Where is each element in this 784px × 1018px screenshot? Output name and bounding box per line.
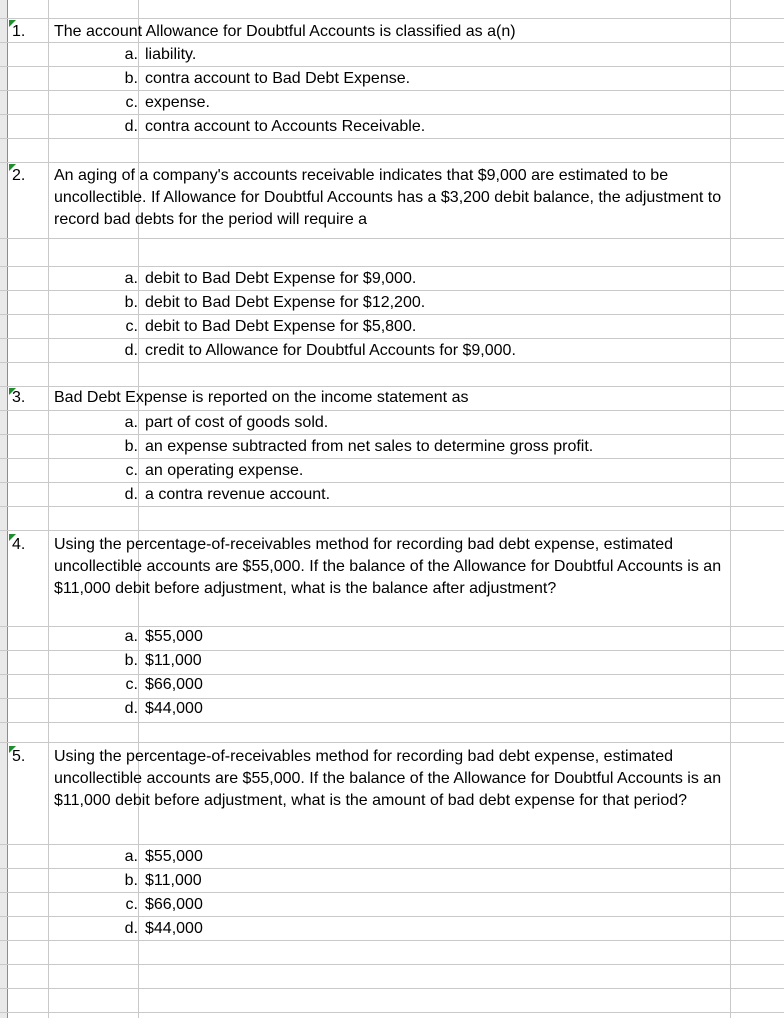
row-header-strip[interactable]: [0, 0, 8, 1018]
row-divider: [0, 362, 784, 363]
option-text: credit to Allowance for Doubtful Accounts for $9,000.: [145, 342, 516, 359]
option-letter: a.: [124, 270, 138, 287]
option-text: $44,000: [145, 920, 203, 937]
option-letter: d.: [124, 342, 138, 359]
row-divider: [0, 742, 784, 743]
option-letter: d.: [124, 486, 138, 503]
option-letter: c.: [125, 462, 138, 479]
option-letter: b.: [124, 652, 138, 669]
option-text: $11,000: [145, 872, 202, 889]
question-stem: Using the percentage-of-receivables method for recording bad debt expense, estimated uncollectible accounts are $55,000. If the balance of the Allowance for Doubtful Accounts is an $11,000 debit before adjustment, what is the balance after adjustment?: [54, 536, 722, 597]
option-text: $44,000: [145, 700, 203, 717]
question-number: 2.: [12, 167, 26, 184]
row-divider: [0, 314, 784, 315]
row-divider: [0, 114, 784, 115]
option-text: debit to Bad Debt Expense for $9,000.: [145, 270, 417, 287]
option-text: expense.: [145, 94, 210, 111]
row-divider: [0, 138, 784, 139]
column-divider: [730, 0, 731, 1018]
row-divider: [0, 66, 784, 67]
option-text: $11,000: [145, 652, 202, 669]
option-text: an expense subtracted from net sales to determine gross profit.: [145, 438, 594, 455]
option-text: $66,000: [145, 896, 203, 913]
option-letter: a.: [124, 848, 138, 865]
question-number: 1.: [12, 23, 26, 40]
option-letter: b.: [124, 872, 138, 889]
row-divider: [0, 458, 784, 459]
option-text: debit to Bad Debt Expense for $5,800.: [145, 318, 417, 335]
option-letter: d.: [124, 700, 138, 717]
row-divider: [0, 844, 784, 845]
option-letter: b.: [124, 294, 138, 311]
option-letter: a.: [124, 46, 138, 63]
option-text: liability.: [145, 46, 197, 63]
row-divider: [0, 290, 784, 291]
question-stem: Bad Debt Expense is reported on the income statement as: [54, 389, 469, 406]
option-text: $66,000: [145, 676, 203, 693]
row-divider: [0, 162, 784, 163]
option-letter: c.: [125, 896, 138, 913]
row-divider: [0, 916, 784, 917]
row-divider: [0, 988, 784, 989]
option-letter: d.: [124, 118, 138, 135]
option-letter: c.: [125, 94, 138, 111]
question-number: 3.: [12, 389, 26, 406]
row-divider: [0, 964, 784, 965]
option-letter: a.: [124, 628, 138, 645]
question-stem: An aging of a company's accounts receivable indicates that $9,000 are estimated to be uncollectible. If Allowance for Doubtful Accounts has a $3,200 debit balance, the adjustment to record bad debts for the period will require a: [54, 167, 722, 228]
option-text: a contra revenue account.: [145, 486, 331, 503]
row-divider: [0, 892, 784, 893]
row-divider: [0, 506, 784, 507]
option-text: part of cost of goods sold.: [145, 414, 329, 431]
option-letter: c.: [125, 676, 138, 693]
option-letter: c.: [125, 318, 138, 335]
option-text: $55,000: [145, 628, 203, 645]
row-divider: [0, 868, 784, 869]
option-letter: a.: [124, 414, 138, 431]
question-stem: The account Allowance for Doubtful Accounts is classified as a(n): [54, 23, 516, 40]
option-text: an operating expense.: [145, 462, 304, 479]
row-divider: [0, 18, 784, 19]
question-number: 5.: [12, 748, 26, 765]
row-divider: [0, 434, 784, 435]
question-stem: Using the percentage-of-receivables method for recording bad debt expense, estimated uncollectible accounts are $55,000. If the balance of the Allowance for Doubtful Accounts is an $11,000 debit before adjustment, what is the amount of bad debt expense for that period?: [54, 748, 722, 809]
row-divider: [0, 722, 784, 723]
option-text: contra account to Bad Debt Expense.: [145, 70, 411, 87]
option-text: debit to Bad Debt Expense for $12,200.: [145, 294, 426, 311]
question-number: 4.: [12, 536, 26, 553]
row-divider: [0, 530, 784, 531]
row-divider: [0, 482, 784, 483]
column-divider: [138, 0, 139, 1018]
row-divider: [0, 1012, 784, 1013]
option-letter: b.: [124, 70, 138, 87]
row-divider: [0, 238, 784, 239]
row-divider: [0, 90, 784, 91]
option-letter: d.: [124, 920, 138, 937]
row-divider: [0, 940, 784, 941]
option-text: contra account to Accounts Receivable.: [145, 118, 426, 135]
row-divider: [0, 338, 784, 339]
option-text: $55,000: [145, 848, 203, 865]
option-letter: b.: [124, 438, 138, 455]
row-divider: [0, 410, 784, 411]
row-divider: [0, 266, 784, 267]
column-divider: [48, 0, 49, 1018]
